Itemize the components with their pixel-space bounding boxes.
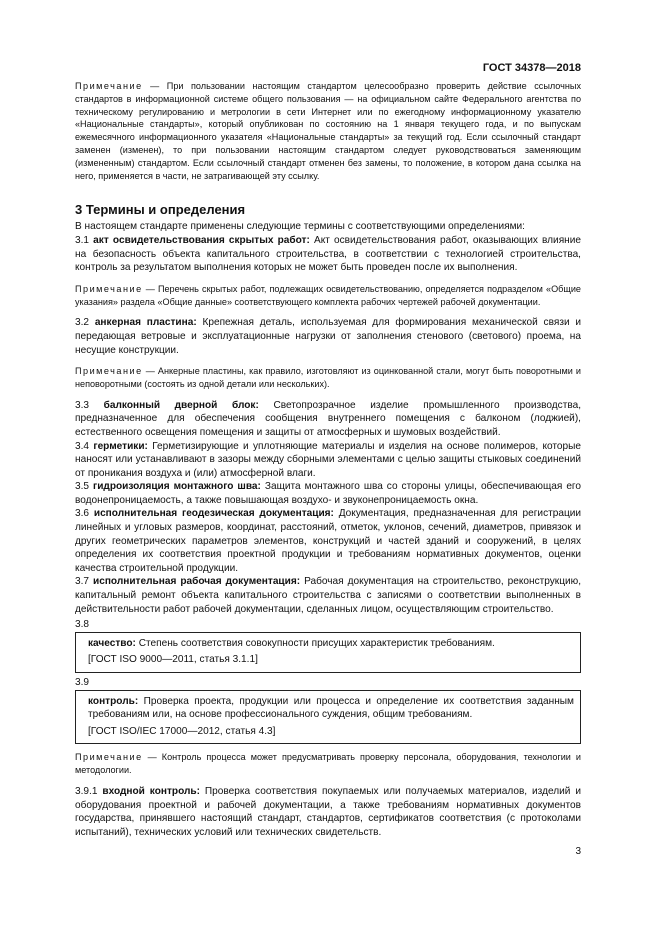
term-definition: Проверка проекта, продукции или процесса и определение их соответствия заданным требованиям или, на основе профессионального суждения, общим требованиям. xyxy=(88,695,574,721)
term-definition: Акт освидетельствования работ, оказывающих влияние на безопасность объекта капитального строительства, в соответствии с технологией строительства, контроль за результатом выполнения которых не может быть проведен после их выполнения. xyxy=(75,234,581,274)
term-name: герметики: xyxy=(93,440,148,452)
term-3-9 xyxy=(88,695,574,722)
document-id: ГОСТ 34378—2018 xyxy=(482,62,581,74)
term-definition: Герметизирующие и уплотняющие материалы и изделия на основе полимеров, которые наносят или устанавливают в зазоры между сборными элементами с целью защиты стыковых соединений от проникания воздуха и (или) атмосферной влаги. xyxy=(75,440,581,479)
term-number: 3.3 xyxy=(75,399,104,411)
term-number: 3.6 xyxy=(75,508,94,520)
term-name: исполнительная рабочая документация: xyxy=(93,576,301,588)
term-3-6 xyxy=(75,507,581,575)
term-definition: Документация, предназначенная для регистрации линейных и угловых размеров, координат, расстояний, отметок, уклонов, сечений, диаметров, привязок и других геометрических параметров элементов, конструкций и частей зданий и сооружений, в целях определения их соответствия проектной продукции и требованиям нормативных документов, оценки качества строительной продукции. xyxy=(75,508,582,574)
term-number: 3.7 xyxy=(75,576,94,588)
note-text: — Контроль процесса может предусматривать проверку персонала, оборудования, технологии и методологии. xyxy=(75,752,581,776)
note-text: — Перечень скрытых работ, подлежащих освидетельствованию, определяется подразделом «Общие указания» раздела «Общие данные» соответствующего комплекта рабочих чертежей рабочей документации. xyxy=(75,283,581,307)
term-definition: Рабочая документация на строительство, реконструкцию, капитальный ремонт объекта капитального строительства с записями о соответствии выполненных в действительности работ рабочей документации, сделанных лицом, осуществляющим строительство. xyxy=(75,576,581,615)
term-box-3-9 xyxy=(75,690,581,745)
term-3-2 xyxy=(75,316,581,357)
term-name: гидроизоляция монтажного шва: xyxy=(93,481,261,493)
term-definition: Светопрозрачное изделие промышленного производства, предназначенное для обеспечения сообщения внутреннего помещения с балконом (лоджией), естественного освещения помещения и защиты от атмосферных и шумовых воздействий. xyxy=(75,399,582,438)
term-source-ref: [ГОСТ ISO 9000—2011, статья 3.1.1] xyxy=(88,654,258,666)
term-name: анкерная пластина: xyxy=(94,317,197,329)
note-lead: Примечание xyxy=(75,752,143,763)
section-intro: В настоящем стандарте применены следующие термины с соответствующими определениями: xyxy=(75,221,525,233)
note-normative-references xyxy=(75,80,581,182)
term-3-9-1 xyxy=(75,785,581,839)
note-3-2 xyxy=(75,365,581,391)
term-3-3 xyxy=(75,399,581,440)
term-number-3-8: 3.8 xyxy=(75,619,90,631)
term-3-1 xyxy=(75,234,581,275)
note-text: — Анкерные пластины, как правило, изготовляют из оцинкованной стали, могут быть поворотными и неповоротными (состоять из одной детали или нескольких). xyxy=(75,366,581,389)
term-name: акт освидетельствования скрытых работ: xyxy=(93,234,310,246)
term-number: 3.2 xyxy=(75,317,95,329)
term-number-3-9: 3.9 xyxy=(75,677,90,688)
term-definition: Крепежная деталь, используемая для формирования механической связи и передающая ветровые и эксплуатационные нагрузки от заполнения стенового (светового) проема, на несущие конструкции. xyxy=(75,317,582,356)
term-definition: Защита монтажного шва со стороны улицы, обеспечивающая его водонепроницаемость, а также повышающая воздухо- и звуконепроницаемость окна. xyxy=(75,481,582,506)
term-name: балконный дверной блок: xyxy=(103,399,259,411)
term-name: контроль: xyxy=(88,695,139,707)
term-name: качество: xyxy=(88,637,136,649)
term-name: входной контроль: xyxy=(102,785,200,797)
note-lead: Примечание xyxy=(75,81,143,91)
term-3-8 xyxy=(88,637,574,651)
note-3-9 xyxy=(75,751,581,777)
page-number: 3 xyxy=(575,846,581,857)
term-number: 3.1 xyxy=(75,234,94,246)
note-3-1 xyxy=(75,283,581,309)
note-text: — При пользовании настоящим стандартом целесообразно проверить действие ссылочных стандартов в информационной системе общего пользования — на официальном сайте Федерального агентства по техническому регулированию и метрологии в сети Интернет или по ежегодному информационному указателю «Национальные стандарты», который опубликован по состоянию на 1 января текущего года, и по выпускам ежемесячного информационного указателя «Национальные стандарты» за текущий год. Если ссылочный стандарт заменен (изменен), то при пользовании настоящим стандартом следует руководствоваться заменяющим (измененным) стандартом. Если ссылочный стандарт отменен без замены, то положение, в котором дана ссылка на него, применяется в части, не затрагивающей эту ссылку. xyxy=(75,81,581,181)
term-number: 3.5 xyxy=(75,481,94,493)
term-number: 3.4 xyxy=(75,440,94,452)
term-name: исполнительная геодезическая документация: xyxy=(93,508,334,520)
section-title: 3 Термины и определения xyxy=(75,202,246,218)
term-definition: Проверка соответствия покупаемых или получаемых материалов, изделий и оборудования проектной и рабочей документации, а также требованиям нормативных документов государства, принявшего настоящий стандарт, стандартов, сертификатов соответствия (с протоколами испытаний), технических условий или технических свидетельств. xyxy=(75,785,581,838)
note-lead: Примечание xyxy=(75,283,143,294)
term-3-4 xyxy=(75,440,581,481)
note-lead: Примечание xyxy=(75,366,143,377)
term-number: 3.9.1 xyxy=(75,785,103,797)
term-3-5 xyxy=(75,480,581,507)
term-3-7 xyxy=(75,575,581,616)
term-box-3-8 xyxy=(75,632,581,673)
term-definition: Степень соответствия совокупности присущих характеристик требованиям. xyxy=(135,637,495,649)
page-content xyxy=(75,80,581,839)
term-source-ref: [ГОСТ ISO/IEC 17000—2012, статья 4.3] xyxy=(88,725,276,737)
